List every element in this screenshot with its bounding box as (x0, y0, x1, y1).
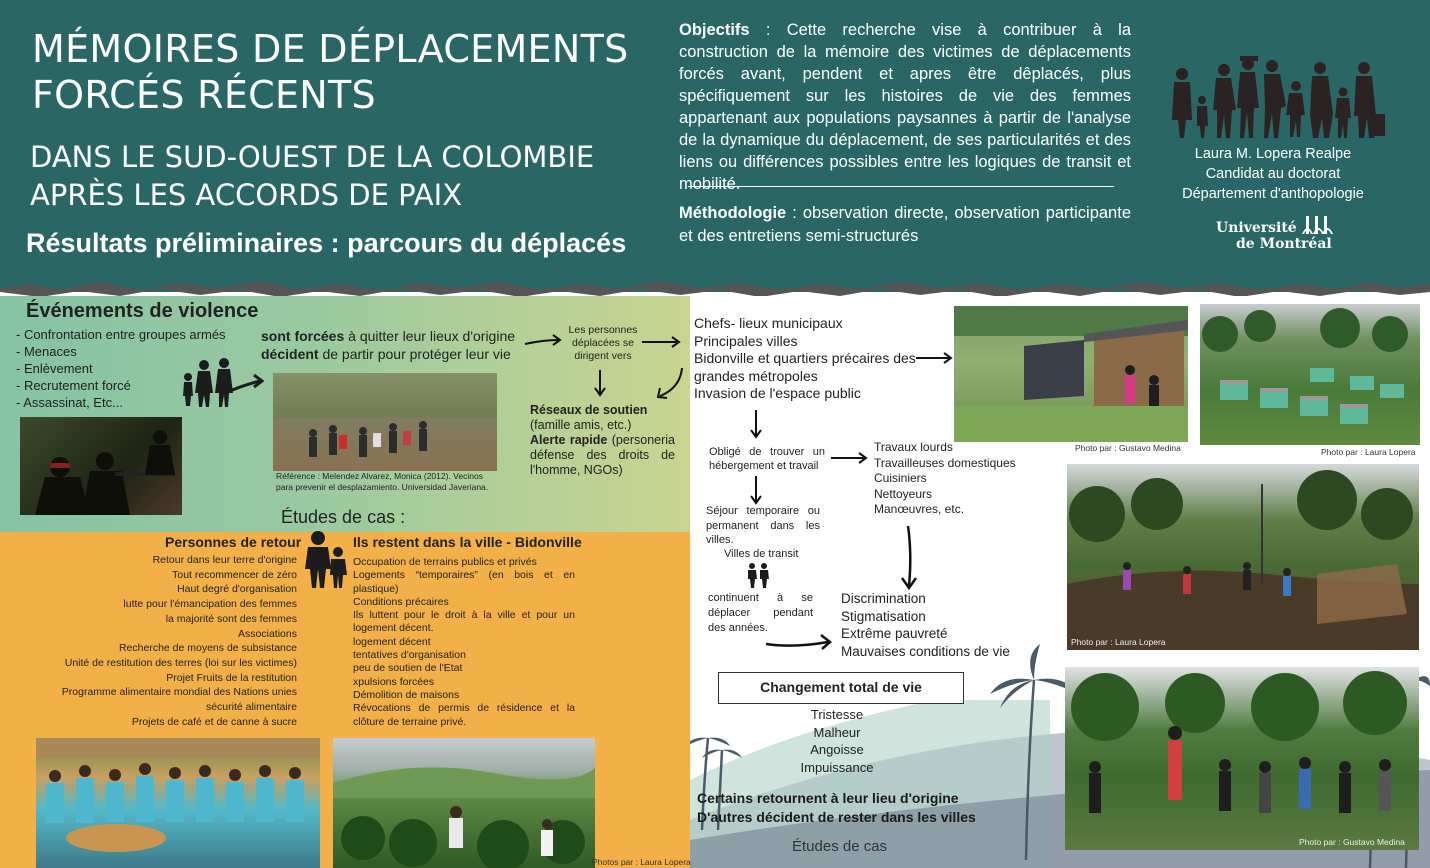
list-item: Programme alimentaire mondial des Nations unies (61, 686, 297, 699)
list-item: logement décent (353, 635, 431, 648)
list-item: Malheur (813, 724, 861, 740)
list-item: Occupation de terrains publics et privés (353, 556, 537, 568)
decide-text: de partir pour protéger leur vie (318, 346, 511, 362)
housing-work-note: Obligé de trouver un hébergement et travail (709, 446, 825, 472)
community-meeting-photo (1065, 667, 1419, 850)
list-item: - Recrutement forcé (16, 378, 131, 393)
list-item: Tout recommencer de zéro (172, 568, 297, 581)
arrow-right-icon (829, 450, 869, 466)
list-item: - Assassinat, Etc... (16, 395, 123, 410)
university-line-1: Université (1216, 220, 1297, 236)
forced-bold: sont forcées (261, 328, 345, 344)
list-item: Impuissance (800, 760, 874, 776)
poster-subtitle (30, 138, 594, 214)
violence-heading: Événements de violence (26, 300, 259, 322)
list-item: Ils luttent pour le droit à la ville et pour un logement décent. (353, 609, 575, 635)
coffee-field-photo (333, 738, 595, 868)
title-line-1: MÉMOIRES DE DÉPLACEMENTS (32, 27, 629, 71)
methodology-paragraph (679, 202, 1131, 248)
case-studies-footer: Études de cas (792, 838, 888, 855)
arrow-right-icon (523, 334, 563, 350)
list-item: Conditions précaires (353, 595, 449, 608)
header-divider (688, 186, 1114, 187)
list-item: Extrême pauvreté (841, 626, 948, 642)
support-networks (530, 403, 675, 478)
list-item: Stigmatisation (841, 608, 926, 624)
coffee-field-image (333, 738, 595, 868)
alert-bold: Alerte rapide (530, 433, 608, 447)
support-bold: Réseaux de soutien (530, 403, 648, 417)
alert-text: (personeria défense des droits de l'homme, NGOs) (530, 433, 675, 477)
persons-direction-note: Les personnes déplacées se dirigent vers (568, 324, 638, 362)
objectives-paragraph (679, 19, 1131, 195)
list-item: Mauvaises conditions de vie (841, 644, 1010, 660)
university-line-2: de Montréal (1236, 236, 1332, 252)
list-item: Tristesse (810, 707, 864, 722)
jobs-list (874, 440, 1016, 518)
list-item: Discrimination (841, 591, 926, 606)
list-item: lutte pour l'émancipation des femmes (123, 598, 297, 611)
list-item: la majorité sont des femmes (165, 612, 297, 625)
list-item: Invasion de l'espace public (694, 385, 861, 401)
udem-emblem-icon (1302, 216, 1334, 234)
header-banner (0, 0, 1430, 292)
list-item: - Confrontation entre groupes armés (16, 327, 226, 342)
list-item: Travaux lourds (874, 440, 953, 454)
tent-camp-photo (1200, 304, 1420, 445)
subtitle-line-1: DANS LE SUD-OUEST DE LA COLOMBIE (30, 140, 595, 174)
list-item: Cuisiniers (874, 471, 927, 485)
support-text: (famille amis, etc.) (530, 418, 632, 432)
list-item: sécurité alimentaire (205, 701, 297, 714)
return-outcome: Certains retournent à leur lieu d'origine (697, 790, 959, 806)
photo-credit: Photo par : Gustavo Medina (1299, 837, 1405, 847)
photo-credit: Photo par : Gustavo Medina (1075, 443, 1181, 453)
armed-group-photo (20, 417, 182, 515)
list-item: Travailleuses domestiques (874, 455, 1016, 470)
list-item: Bidonville et quartiers précaires des (694, 350, 916, 366)
list-item: Recherche de moyens de subsistance (118, 642, 297, 655)
destinations-list (694, 315, 916, 403)
stay-note: Séjour temporaire ou permanent dans les villes. (706, 505, 820, 546)
list-item: Logements “temporaires” (en bois et en plastique) (353, 569, 575, 595)
land-work-image (1067, 464, 1419, 650)
methodology-text: : observation directe, observation participante et des entretiens semi-structurés (679, 204, 1131, 245)
author-role: Candidat au doctorat (1205, 166, 1341, 182)
list-item: Projet Fruits de la restitution (166, 671, 297, 684)
shelter-camp-image (954, 306, 1188, 442)
people-icon (302, 530, 350, 588)
fleeing-family-icon (178, 355, 264, 407)
case-studies-heading: Études de cas : (281, 507, 406, 527)
list-item: Retour dans leur terre d'origine (152, 554, 297, 566)
displacement-march-photo (273, 373, 497, 471)
photo-credit: Photos par : Laura Lopera (592, 857, 691, 867)
armed-group-image (20, 417, 182, 515)
university-logo (1216, 216, 1334, 252)
list-item: peu de soutien de l'Etat (353, 662, 463, 675)
list-item: Associations (238, 627, 297, 640)
march-image (273, 373, 497, 471)
author-block (1160, 144, 1386, 204)
outcome-statement (697, 789, 976, 827)
city-heading: Ils restent dans la ville - Bidonville (353, 534, 582, 550)
people-icon (746, 562, 770, 588)
reference-note: Référence : Melendez Alvarez, Monica (2012). Vecinos para prevenir el desplazamiento. Universidad Javeriana. (276, 471, 489, 492)
land-work-photo (1067, 464, 1419, 650)
city-list (353, 556, 575, 729)
group-meeting-photo (36, 738, 320, 868)
return-list (60, 553, 297, 729)
shelter-camp-photo (954, 306, 1188, 442)
community-meeting-image (1065, 667, 1419, 850)
poster-title (32, 26, 629, 118)
arrow-right-icon (914, 350, 954, 366)
list-item: - Enlèvement (16, 361, 93, 376)
migrants-silhouette-icon (1168, 52, 1388, 140)
feelings-list (797, 706, 877, 777)
list-item: Révocations de permis de résidence et la clôture de terraine privé. (353, 702, 575, 728)
arrow-curved-icon (654, 366, 686, 400)
list-item: Principales villes (694, 332, 798, 349)
list-item: Angoisse (810, 742, 864, 758)
author-name: Laura M. Lopera Realpe (1194, 146, 1352, 162)
list-item: grandes métropoles (694, 367, 818, 384)
forced-statement (261, 327, 515, 363)
arrow-right-icon (640, 334, 682, 350)
list-item: Nettoyeurs (874, 486, 933, 501)
transit-cities-label: Villes de transit (724, 548, 799, 560)
return-heading: Personnes de retour (165, 534, 302, 550)
tent-camp-image (1200, 304, 1420, 445)
list-item: - Menaces (16, 344, 77, 359)
list-item: Démolition de maisons (353, 688, 460, 701)
forced-text: à quitter leur lieux d'origine (344, 328, 516, 344)
arrow-down-icon (748, 408, 764, 440)
decide-bold: décident (261, 346, 319, 362)
arrow-down-icon (896, 524, 922, 592)
photo-credit: Photo par : Laura Lopera (1321, 447, 1416, 457)
list-item: Chefs- lieux municipaux (694, 315, 843, 331)
list-item: tentatives d'organisation (353, 649, 466, 662)
list-item: Manœuvres, etc. (874, 502, 965, 516)
life-change-box: Changement total de vie (718, 672, 964, 704)
objectives-label: Objectifs (679, 21, 750, 39)
stay-outcome: D'autres décident de rester dans les villes (697, 809, 976, 825)
photo-credit: Photo par : Laura Lopera (1071, 637, 1166, 647)
objectives-text: : Cette recherche vise à contribuer à la construction de la mémoire des victimes de déplacements forcés avant, pendent et apres être dêplacés, plus spécifiquement sur les histoires de vie des femmes appartenant aux populations paysannes à partir de l'analyse de la dynamique du déplacement, de ses particularités et des liens ou différences possibles entre les logiques de transit et mobilité. (679, 21, 1131, 193)
group-meeting-image (36, 738, 320, 868)
title-line-2: FORCÉS RÉCENTS (32, 73, 376, 117)
arrow-down-icon (592, 368, 608, 398)
list-item: xpulsions forcées (353, 675, 435, 688)
list-item: Unité de restitution des terres (loi sur les victimes) (64, 656, 297, 669)
methodology-label: Méthodologie (679, 204, 787, 222)
arrow-down-icon (748, 474, 764, 506)
author-department: Département d'anthopologie (1182, 186, 1364, 202)
subtitle-line-2: APRÈS LES ACCORDS DE PAIX (30, 178, 463, 212)
results-heading: Résultats préliminaires : parcours du déplacés (26, 228, 627, 258)
list-item: Projets de café et de canne à sucre (131, 715, 297, 728)
keep-moving-note: continuent à se déplacer pendant des années. (708, 592, 813, 634)
support-heading (530, 403, 675, 418)
list-item: Haut degré d'organisation (177, 583, 297, 596)
